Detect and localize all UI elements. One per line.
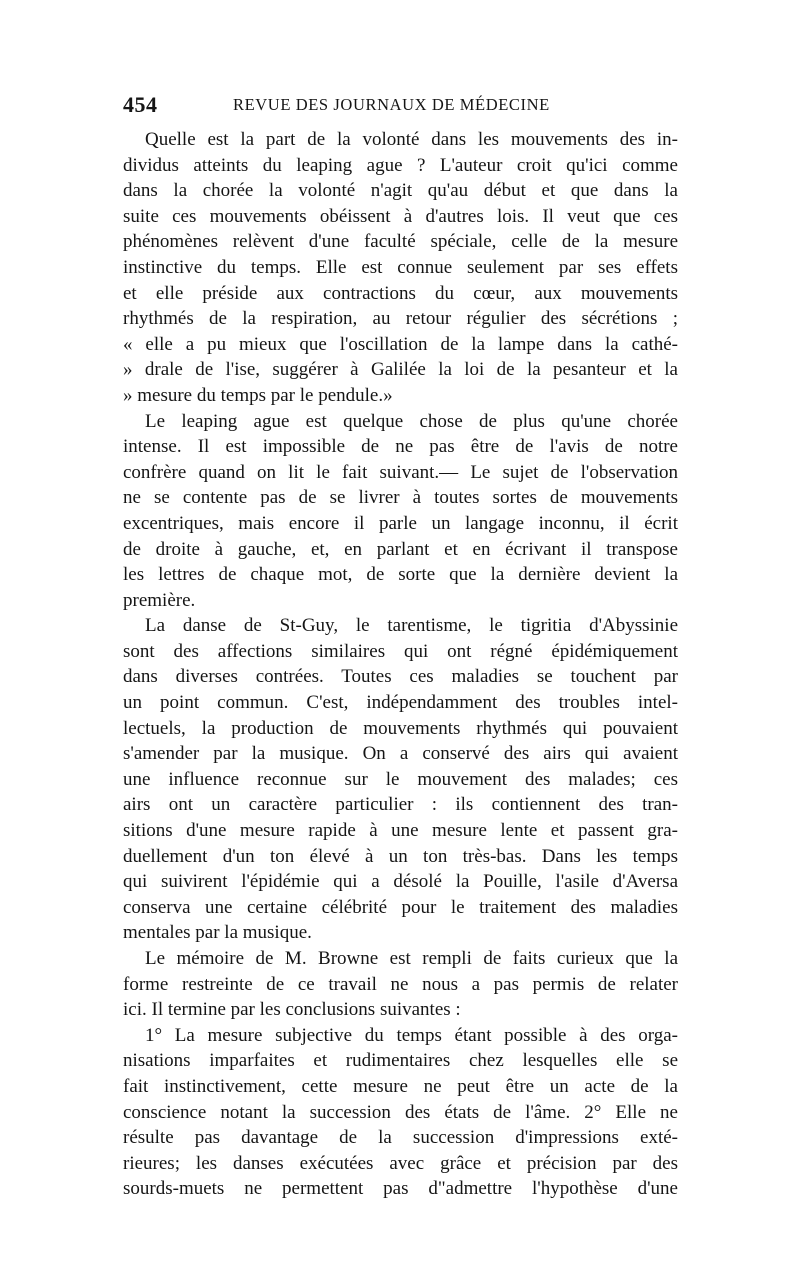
text-line: dividus atteints du leaping ague ? L'auteur croit qu'ici comme (123, 154, 678, 176)
text-line: et elle préside aux contractions du cœur, aux mouvements (123, 282, 678, 304)
text-line: airs ont un caractère particulier : ils contiennent des tran- (123, 794, 678, 816)
text-line: qui suivirent l'épidémie qui a désolé la Pouille, l'asile d'Aversa (123, 871, 678, 893)
text-line: forme restreinte de ce travail ne nous a pas permis de relater (123, 973, 678, 995)
text-line: Le leaping ague est quelque chose de plus qu'une chorée (145, 410, 678, 432)
text-line: nisations imparfaites et rudimentaires chez lesquelles elle se (123, 1050, 678, 1072)
text-line: dans diverses contrées. Toutes ces maladies se touchent par (123, 666, 678, 688)
text-line: mentales par la musique. (123, 922, 312, 944)
text-line: sont des affections similaires qui ont régné épidémiquement (123, 640, 678, 662)
text-line: sourds-muets ne permettent pas d"admettre l'hypothèse d'une (123, 1178, 678, 1200)
text-line: Quelle est la part de la volonté dans les mouvements des in- (145, 129, 678, 150)
text-line: intense. Il est impossible de ne pas être de l'avis de notre (123, 436, 678, 458)
text-line: fait instinctivement, cette mesure ne peut être un acte de la (123, 1075, 678, 1097)
text-line: Le mémoire de M. Browne est rempli de faits curieux que la (145, 948, 678, 969)
text-line: instinctive du temps. Elle est connue seulement par ses effets (123, 256, 678, 278)
text-line: un point commun. C'est, indépendamment des troubles intel- (123, 692, 678, 714)
text-line: La danse de St-Guy, le tarentisme, le tigritia d'Abyssinie (145, 615, 678, 637)
text-line: une influence reconnue sur le mouvement des malades; ces (123, 768, 678, 790)
text-line: les lettres de chaque mot, de sorte que la dernière devient la (123, 564, 678, 586)
text-line: de droite à gauche, et, en parlant et en écrivant il transpose (123, 538, 678, 560)
text-line: » mesure du temps par le pendule.» (123, 384, 393, 406)
text-line: lectuels, la production de mouvements rhythmés qui pouvaient (123, 717, 678, 739)
text-line: résulte pas davantage de la succession d'impressions exté- (123, 1127, 678, 1149)
text-line: rieures; les danses exécutées avec grâce et précision par des (123, 1152, 678, 1174)
text-line: 1° La mesure subjective du temps étant possible à des orga- (145, 1024, 678, 1046)
text-line: dans la chorée la volonté n'agit qu'au début et que dans la (123, 180, 678, 202)
text-line: confrère quand on lit le fait suivant.— Le sujet de l'observation (123, 461, 678, 483)
text-line: conserva une certaine célébrité pour le traitement des maladies (123, 896, 678, 918)
text-line: s'amender par la musique. On a conservé des airs qui avaient (123, 743, 678, 765)
text-line: rhythmés de la respiration, au retour régulier des sécrétions ; (123, 308, 678, 330)
text-line: duellement d'un ton élevé à un ton très-bas. Dans les temps (123, 845, 678, 867)
text-line: première. (123, 589, 196, 611)
text-line: conscience notant la succession des états de l'âme. 2° Elle ne (123, 1101, 678, 1123)
text-line: » drale de l'ise, suggérer à Galilée la loi de la pesanteur et la (123, 359, 678, 381)
text-line: excentriques, mais encore il parle un langage inconnu, il écrit (123, 512, 678, 534)
page-number: 454 (123, 92, 158, 117)
text-line: suite ces mouvements obéissent à d'autres lois. Il veut que ces (123, 205, 678, 227)
body-text (123, 127, 678, 1202)
text-line: ne se contente pas de se livrer à toutes sortes de mouvements (123, 487, 678, 509)
text-line: ici. Il termine par les conclusions suivantes : (123, 999, 461, 1021)
text-line: sitions d'une mesure rapide à une mesure lente et passent gra- (123, 820, 678, 842)
running-head: REVUE DES JOURNAUX DE MÉDECINE (233, 95, 550, 114)
text-line: « elle a pu mieux que l'oscillation de la lampe dans la cathé- (123, 333, 678, 355)
text-line: phénomènes relèvent d'une faculté spéciale, celle de la mesure (123, 231, 678, 253)
page-header (123, 92, 683, 122)
